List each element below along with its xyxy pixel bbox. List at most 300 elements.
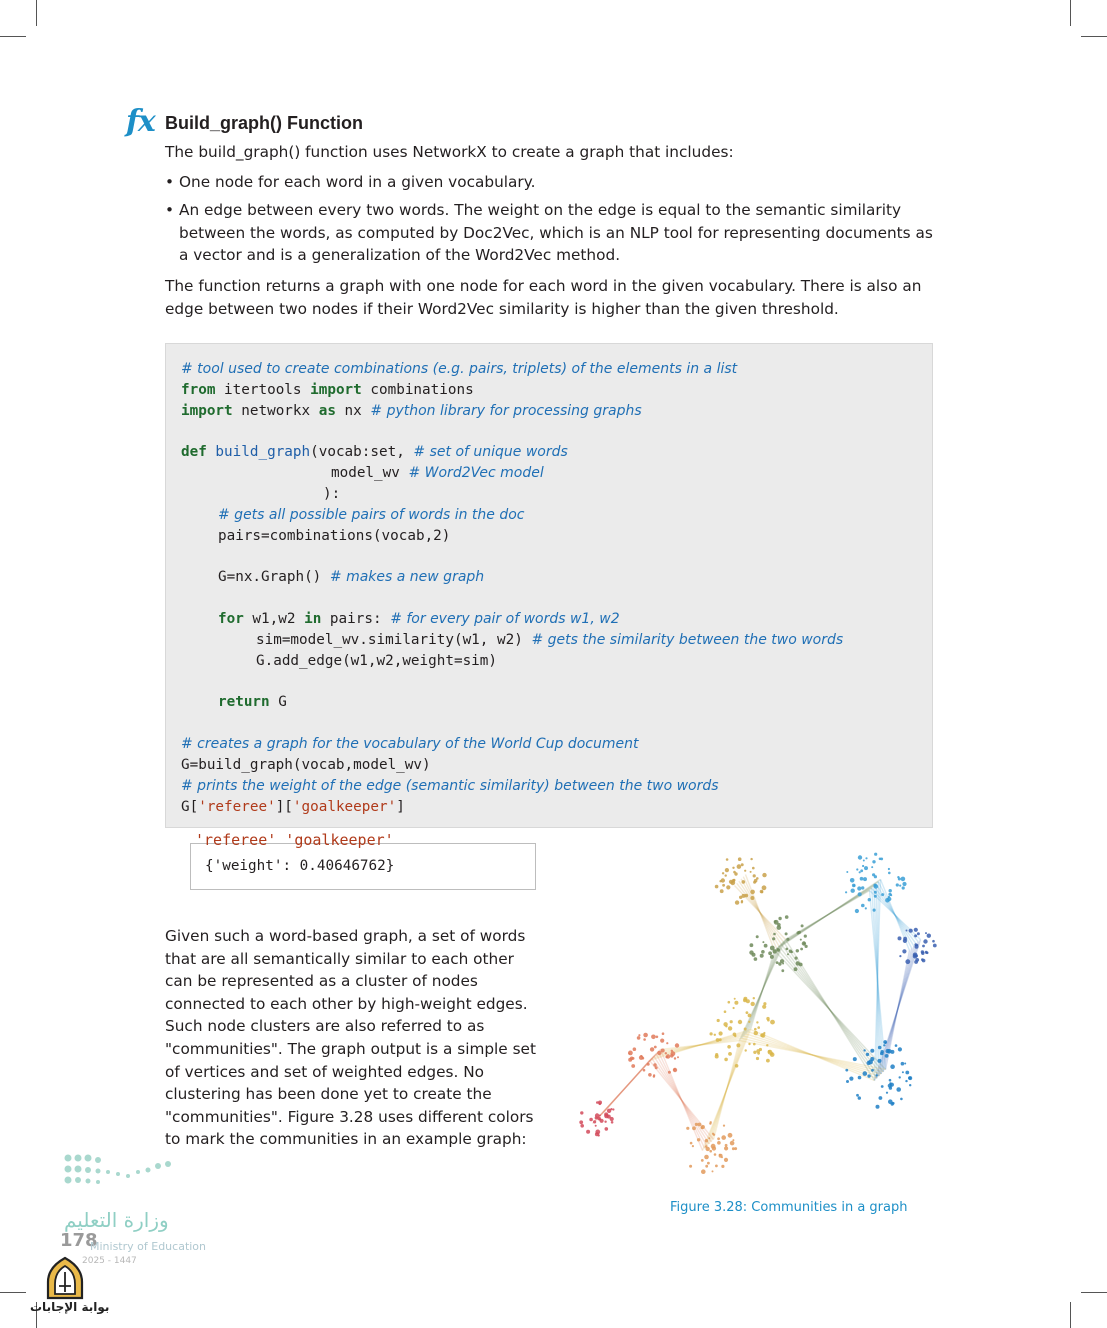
graph-node [728,1133,733,1138]
graph-node [753,1051,756,1054]
graph-node [921,958,924,961]
crop-mark [36,0,37,26]
graph-node [604,1121,606,1123]
graph-node [589,1118,593,1122]
crop-mark [1081,1292,1107,1293]
graph-node [673,1068,677,1072]
graph-node [714,1034,716,1036]
output-label: 'referee' 'goalkeeper' [195,831,394,849]
graph-node [738,1020,742,1024]
graph-node [804,935,807,938]
graph-node [796,961,800,965]
graph-node [913,954,918,959]
bullet-dot-icon: • [165,173,175,191]
graph-node [630,1057,634,1061]
graph-node [719,1031,723,1035]
graph-node [889,889,892,892]
graph-node [853,1057,857,1061]
graph-node [855,909,859,913]
graph-node [768,951,772,955]
graph-node [647,1063,650,1066]
graph-node [670,1054,674,1058]
graph-node [692,1145,694,1147]
graph-node [746,1011,749,1014]
graph-node [724,1146,728,1150]
graph-node [876,1105,880,1109]
graph-node [708,1137,710,1139]
graph-node [660,1039,664,1043]
graph-node [895,1044,898,1047]
graph-node [760,954,764,958]
code-line: # tool used to create combinations (e.g. pairs, triplets) of the elements in a list [181,361,738,377]
graph-node [902,886,905,889]
graph-node [898,936,902,940]
graph-node [858,892,862,896]
graph-node [856,1094,859,1097]
graph-node [728,1026,732,1030]
graph-node [638,1034,640,1036]
graph-node [902,1071,904,1073]
graph-node [866,1053,869,1056]
graph-node [890,1050,894,1054]
graph-node [856,868,858,870]
function-icon: fx [126,104,155,139]
graph-node [643,1038,646,1041]
code-line: from itertools import combinations [181,382,474,398]
graph-node [863,1049,865,1051]
communities-paragraph: Given such a word-based graph, a set of words that are all semantically similar to each other can be represented as a cluster of nodes connected to each other by high-weight edges. Such node clusters are also referred to as "communities". The graph output is a simple set of vertices and set of weighted edges. No clustering has been done yet to create the "communities". Figure 3.28 uses different colors to mark the communities in an example graph: [165,927,536,1149]
bullet-dot-icon: • [165,201,175,219]
graph-node [756,1049,760,1053]
graph-node [686,1127,689,1130]
graph-node [761,891,764,894]
graph-node [846,871,848,873]
graph-node [704,1155,709,1160]
graph-node [923,939,927,943]
graph-node [690,1142,693,1145]
graph-node [871,866,873,868]
graph-node [909,929,913,933]
graph-node [586,1130,590,1134]
output-value: {'weight': 0.40646762} [205,858,395,874]
graph-node [595,1125,597,1127]
crop-mark [0,1292,26,1293]
code-line: sim=model_wv.similarity(w1, w2) # gets the similarity between the two words [256,632,844,648]
graph-node [791,951,793,953]
graph-node [914,943,917,946]
graph-node [598,1134,600,1136]
graph-node [744,870,746,872]
graph-node [874,875,877,878]
graph-node [637,1036,641,1040]
graph-node [735,1064,739,1068]
graph-node [723,1125,725,1127]
graph-node [800,939,802,941]
graph-node [752,953,756,957]
graph-node [863,860,865,862]
graph-node [776,961,779,964]
graph-node [656,1036,659,1039]
graph-node [908,1076,912,1080]
graph-node [861,904,865,908]
graph-node [863,1071,868,1076]
code-line: # gets all possible pairs of words in the doc [218,507,525,523]
bullet-text: One node for each word in a given vocabulary. [179,173,536,191]
graph-node [899,885,901,887]
graph-node [701,1159,704,1162]
graph-node [787,953,789,955]
graph-node [650,1047,654,1051]
intro-text: The build_graph() function uses NetworkX to create a graph that includes: [165,143,734,161]
graph-node [727,1045,731,1049]
graph-node [756,935,759,938]
graph-node [904,1063,906,1065]
crop-mark [1070,0,1071,26]
graph-node [754,957,758,961]
graph-node [879,1096,883,1100]
graph-node [653,1063,656,1066]
graph-node [764,944,768,948]
graph-node [883,1044,885,1046]
graph-node [874,853,877,856]
graph-node [640,1055,642,1057]
graph-node [888,1084,892,1088]
graph-edge [703,1030,751,1151]
figure-caption: Figure 3.28: Communities in a graph [670,1200,908,1215]
graph-node [725,1025,727,1027]
graph-node [846,1080,849,1083]
graph-node [709,1150,712,1153]
graph-node [665,1052,667,1054]
graph-node [692,1126,696,1130]
code-line: G['referee']['goalkeeper'] [181,799,405,815]
graph-node [777,948,779,950]
graph-node [724,1158,728,1162]
graph-node [849,1077,853,1081]
graph-node [794,967,798,971]
graph-node [761,1033,766,1038]
graph-node [885,898,890,903]
graph-node [878,1059,882,1063]
graph-node [643,1069,646,1072]
graph-node [865,857,867,859]
graph-node [716,1038,720,1042]
graph-node [741,901,743,903]
graph-node [876,1074,878,1076]
graph-node [914,928,918,932]
graph-node [888,896,890,898]
graph-node [925,932,927,934]
graph-node [666,1042,668,1044]
graph-node [861,886,864,889]
graph-node [674,1057,676,1059]
graph-node [736,1043,740,1047]
graph-node [717,1137,720,1140]
graph-node [705,1165,708,1168]
graph-node [888,868,890,870]
graph-node [750,943,754,947]
graph-node [642,1057,645,1060]
graph-node [902,949,906,953]
graph-node [753,1043,756,1046]
graph-node [906,930,908,932]
graph-node [735,900,739,904]
graph-node [580,1124,584,1128]
code-block [165,343,933,828]
graph-node [724,1058,728,1062]
graph-node [654,1046,657,1049]
graph-node [762,885,767,890]
graph-node [730,1141,735,1146]
graph-node [865,907,867,909]
graph-node [901,877,906,882]
graph-node [611,1121,614,1124]
graph-node [726,885,730,889]
graph-node [733,1007,735,1009]
graph-node [734,1001,738,1005]
graph-node [845,1069,848,1072]
graph-node [867,1074,870,1077]
section-title: Build_graph() Function [165,113,363,133]
graph-node [734,1147,737,1150]
crop-mark [1070,1302,1071,1328]
graph-node [653,1075,655,1077]
code-line: def build_graph(vocab:set, # set of unique words [181,444,568,460]
graph-node [753,874,756,877]
graph-node [898,1047,902,1051]
graph-node [879,858,882,861]
graph-node [858,1096,861,1099]
graph-node [750,896,754,900]
graph-node [710,1121,712,1123]
code-line: return G [218,694,287,710]
graph-node [612,1108,614,1110]
graph-node [902,882,906,886]
graph-node [725,874,727,876]
graph-node [927,934,931,938]
graph-node [864,866,868,870]
graph-node [605,1127,609,1131]
graph-node [712,1146,716,1150]
code-line: model_wv # Word2Vec model [331,465,544,481]
graph-node [762,941,764,943]
graph-node [698,1123,702,1127]
graph-node [772,937,775,940]
page-number: 178 [60,1230,98,1251]
graph-node [803,942,805,944]
graph-node [721,1156,723,1158]
graph-node [762,873,766,877]
graph-node [610,1117,614,1121]
graph-node [905,959,910,964]
code-line: # creates a graph for the vocabulary of the World Cup document [181,736,639,752]
graph-node [662,1032,665,1035]
graph-node [714,1153,717,1156]
graph-node [770,1020,775,1025]
graph-node [593,1120,596,1123]
graph-node [863,877,867,881]
graph-node [722,884,725,887]
graph-node [781,969,784,972]
graph-node [858,855,862,859]
graph-node [631,1064,635,1068]
graph-node [750,890,755,895]
graph-node [773,933,776,936]
graph-node [914,934,917,937]
graph-node [871,1069,874,1072]
graph-node [722,872,724,874]
graph-node [715,1165,718,1168]
graph-node [677,1056,679,1058]
graph-node [713,1134,715,1136]
graph-node [734,1035,736,1037]
code-line: # prints the weight of the edge (semantic similarity) between the two words [181,778,719,794]
graph-node [725,868,729,872]
graph-node [600,1119,604,1123]
ministry-name-english: Ministry of Education [90,1240,207,1253]
graph-node [720,889,724,893]
graph-node [770,955,774,959]
graph-node [715,1053,718,1056]
graph-node [724,1010,727,1013]
ministry-logo-dots-icon [62,1152,192,1192]
graph-node [610,1108,612,1110]
graph-node [732,879,735,882]
graph-node [899,1076,901,1078]
graph-node [801,924,804,927]
ministry-years: 2025 - 1447 [82,1256,137,1266]
graph-node [710,1032,713,1035]
graph-node [756,1021,758,1023]
graph-node [596,1101,599,1104]
graph-node [766,1059,770,1063]
graph-node [868,1060,873,1065]
code-line: G=build_graph(vocab,model_wv) [181,757,431,773]
graph-node [897,876,899,878]
graph-node [579,1120,583,1124]
graph-edge [746,875,775,951]
graph-node [744,1028,747,1031]
graph-node [786,938,789,941]
graph-node [900,1098,903,1101]
graph-node [888,872,891,875]
graph-node [766,1017,769,1020]
bullet-item [165,199,935,267]
code-line: ): [323,486,341,502]
graph-node [933,944,937,948]
code-line: G.add_edge(w1,w2,weight=sim) [256,653,498,669]
graph-node [889,1079,892,1082]
graph-node [785,915,789,919]
graph-node [874,895,877,898]
graph-node [726,858,729,861]
graph-node [896,883,899,886]
graph-node [881,893,884,896]
graph-node [845,891,847,893]
graph-node [754,1028,757,1031]
bullet-item [165,171,935,194]
code-line: pairs=combinations(vocab,2) [218,528,451,544]
graph-node [903,939,907,943]
graph-node [580,1111,583,1114]
graph-node [745,1049,747,1051]
bullet-text: An edge between every two words. The weight on the edge is equal to the semantic similarity between the words, as computed by Doc2Vec, which is an NLP tool for representing documents as a vector and is a generalization of the Word2Vec method. [179,201,933,264]
graph-node [754,1031,758,1035]
graph-node [595,1113,599,1117]
graph-node [874,891,877,894]
returns-text: The function returns a graph with one node for each word in the given vocabulary. There is also an edge between two nodes if their Word2Vec similarity is higher than the given threshold. [165,277,922,318]
graph-node [852,884,856,888]
graph-node [655,1066,658,1069]
answers-portal-name: بوابة الإجابات [30,1300,110,1314]
graph-node [752,867,755,870]
graph-node [757,1026,760,1029]
graph-node [701,1169,706,1174]
graph-node [732,1139,734,1141]
graph-node [917,932,920,935]
graph-node [905,1071,909,1075]
graph-node [885,1054,889,1058]
graph-node [754,879,758,883]
code-line: import networkx as nx # python library for processing graphs [181,403,642,419]
graph-node [712,1170,714,1172]
graph-node [721,1165,724,1168]
crop-mark [0,36,26,37]
graph-node [860,877,864,881]
graph-node [750,871,752,873]
graph-node [604,1112,608,1116]
code-line: for w1,w2 in pairs: # for every pair of words w1, w2 [218,611,620,627]
graph-node [786,948,789,951]
graph-node [870,1049,874,1053]
graph-node [915,958,919,962]
graph-node [798,931,801,934]
graph-node [926,952,928,954]
graph-node [734,998,736,1000]
graph-node [884,1042,886,1044]
graph-edge [661,1050,703,1151]
graph-node [705,1139,708,1142]
graph-node [785,932,788,935]
graph-node [721,1135,726,1140]
graph-node [748,1021,750,1023]
graph-node [859,871,861,873]
graph-node [668,1071,671,1074]
graph-node [633,1047,637,1051]
graph-node [675,1043,679,1047]
graph-node [796,949,799,952]
graph-node [741,863,744,866]
graph-node [725,1144,728,1147]
graph-node [648,1073,652,1077]
graph-node [728,1052,732,1056]
graph-node [872,860,875,863]
graph-node [921,952,924,955]
graph-edge [875,940,921,1081]
graph-node [778,917,781,920]
graph-node [717,1141,721,1145]
graph-node [721,878,725,882]
graph-node [888,1099,893,1104]
graph-node [795,957,798,960]
graph-node [782,963,784,965]
graph-node [890,894,892,896]
graph-node [886,1049,890,1053]
graph-node [770,1052,775,1057]
graph-node [778,962,781,965]
graph-node [774,920,779,925]
graph-node [643,1033,648,1038]
